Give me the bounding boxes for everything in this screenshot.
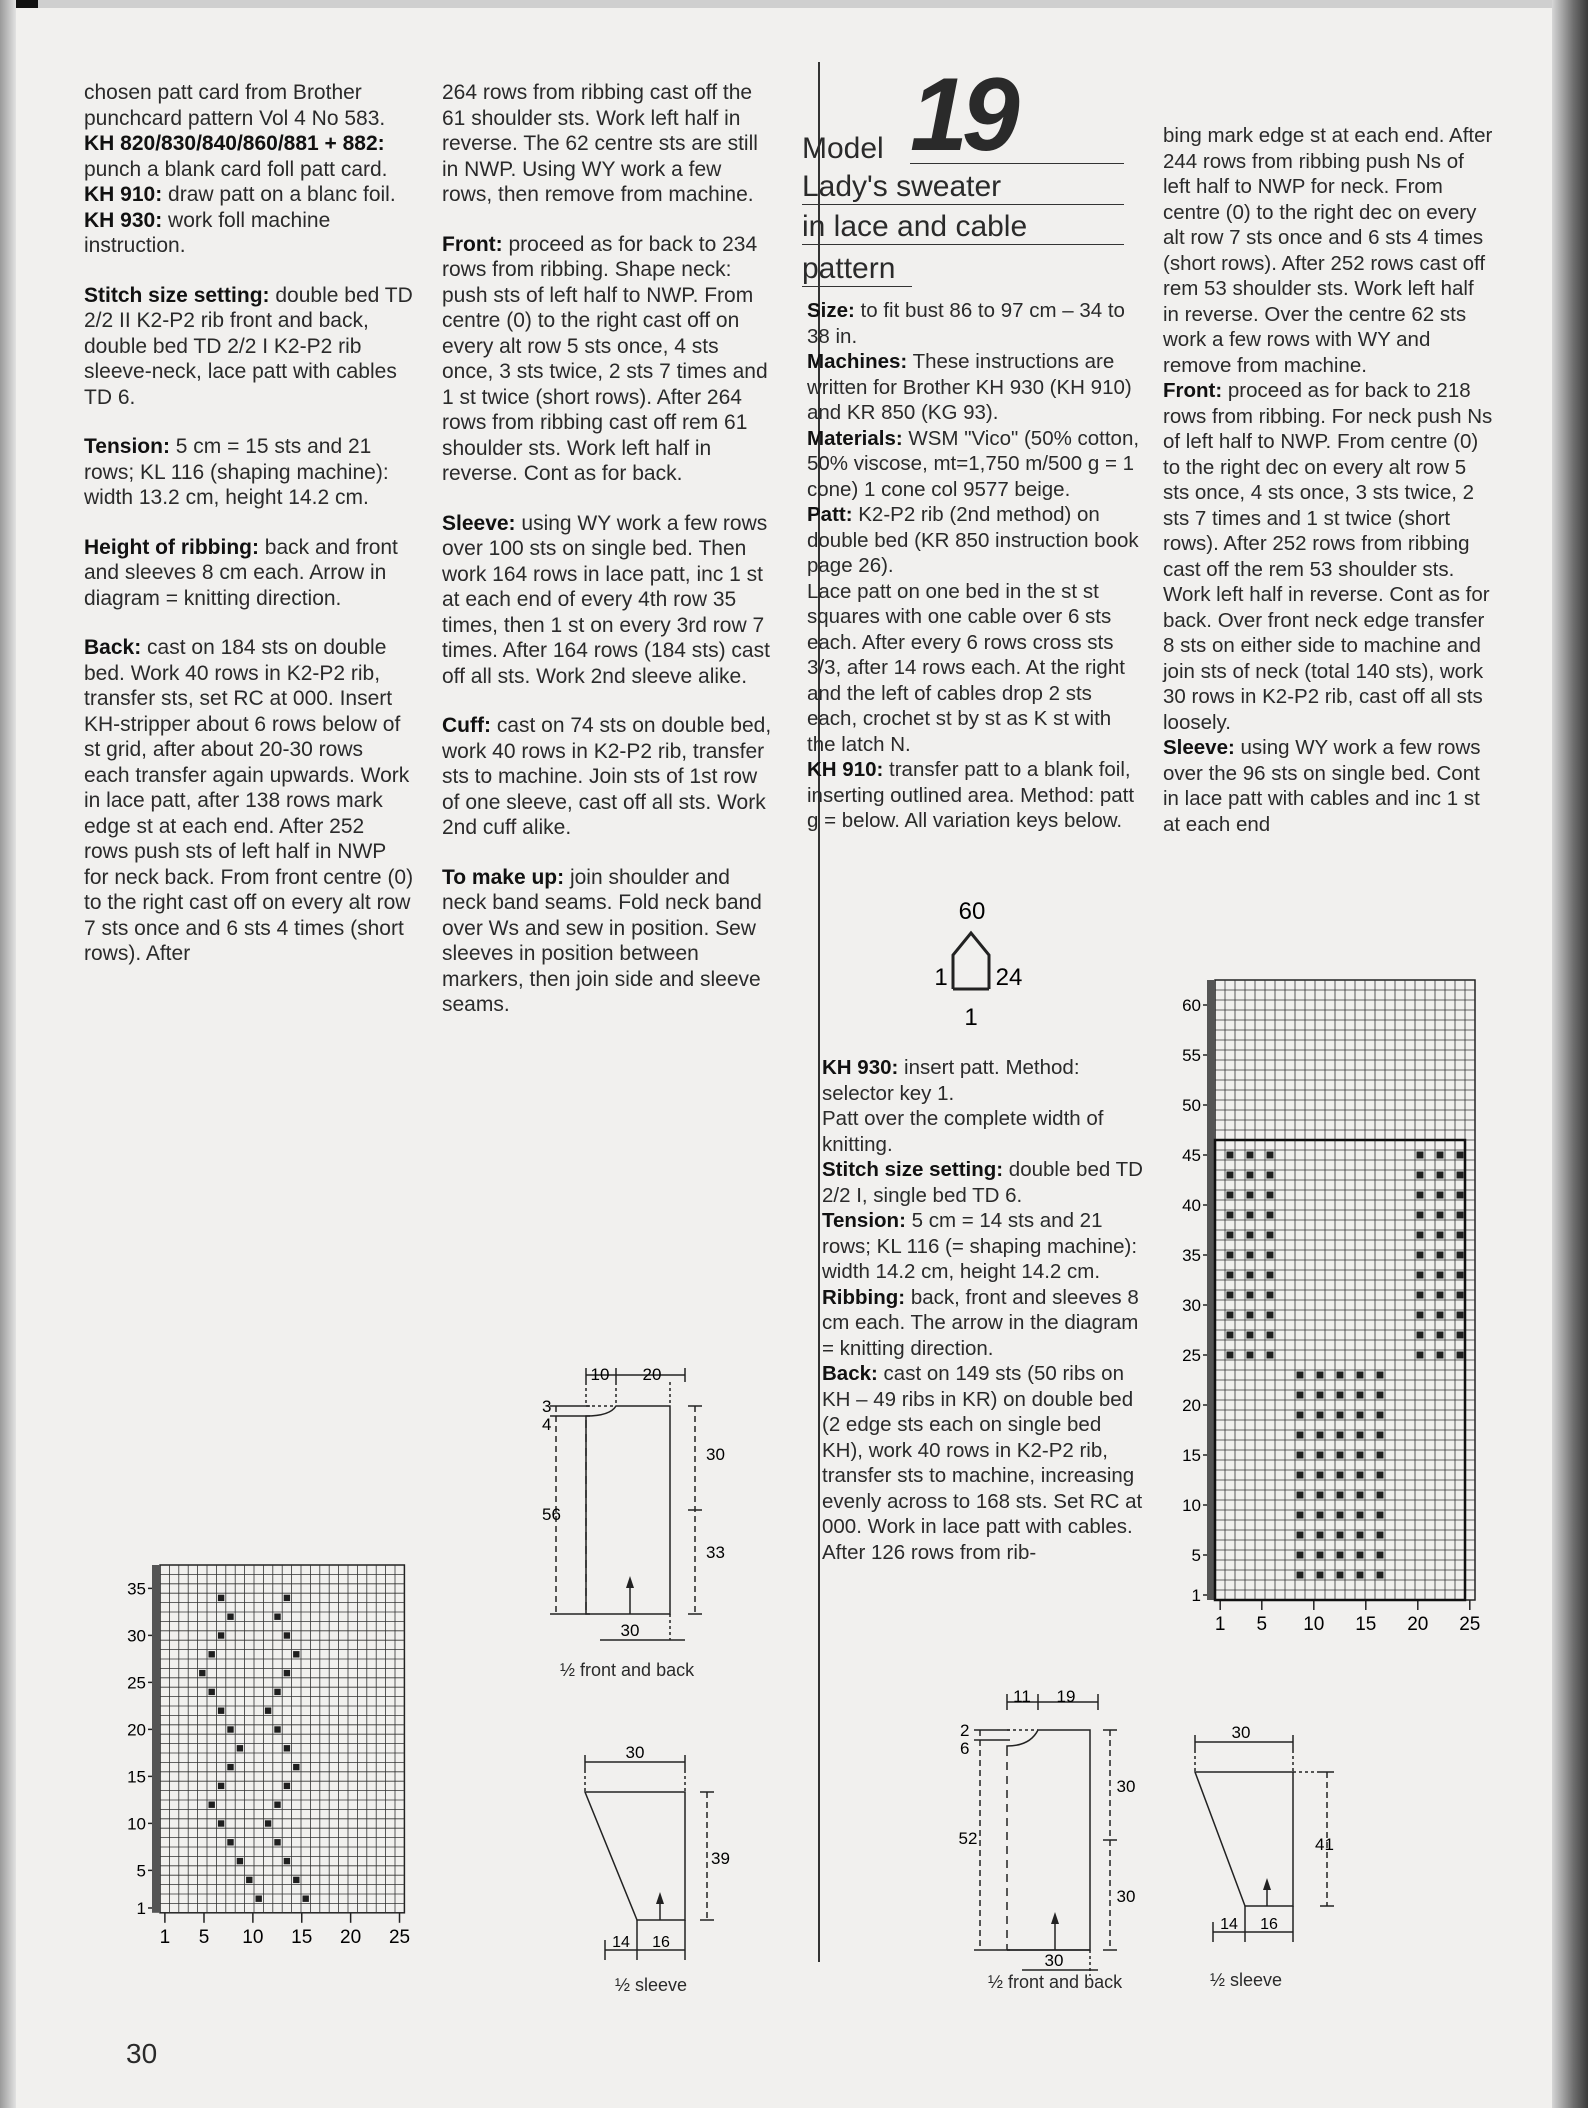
stitch-mark: [1267, 1292, 1274, 1299]
stitch-mark: [265, 1820, 271, 1826]
stitch-mark: [1377, 1452, 1384, 1459]
materials-line: Materials: WSM "Vico" (50% cotton, 50% viscose, mt=1,750 m/500 g = 1 cone) 1 cone col 9577 beige.: [807, 426, 1140, 501]
stitch-mark: [1337, 1452, 1344, 1459]
patt-line: Patt: K2-P2 rib (2nd method) on double bed (KR 850 instruction book page 26).: [807, 503, 1139, 577]
stitch-mark: [1227, 1192, 1234, 1199]
stitch-mark: [1297, 1432, 1304, 1439]
dim-label: 16: [1260, 1916, 1278, 1933]
stitch-mark: [218, 1820, 224, 1826]
title-line-3: pattern: [802, 252, 912, 287]
dim-label: 20: [642, 1365, 662, 1384]
paragraph: bing mark edge st at each end. After 244 rows from ribbing push Ns of left half to NWP for neck. From centre (0) to the right dec on every alt row 7 sts once and 6 sts 4 times (short rows). After 252 rows cast off rem 53 shoulder sts. Work left half in reverse. Over the centre 62 sts work a few rows with WY and remove from machine.: [1163, 124, 1493, 377]
stitch-mark: [1297, 1492, 1304, 1499]
dim-label: 19: [1056, 1687, 1076, 1706]
stitch-mark: [1457, 1292, 1464, 1299]
stitch-mark: [1227, 1272, 1234, 1279]
y-tick-label: 10: [127, 1814, 146, 1834]
stitch-mark: [1317, 1572, 1324, 1579]
stitch-mark: [1417, 1312, 1424, 1319]
x-tick-label: 20: [340, 1926, 362, 1948]
stitch-mark: [227, 1839, 233, 1845]
stitch-mark: [284, 1595, 290, 1601]
stitch-mark: [1227, 1332, 1234, 1339]
stitch-mark: [1437, 1232, 1444, 1239]
stitch-mark: [274, 1726, 280, 1732]
x-tick-label: 5: [198, 1926, 210, 1948]
stitch-mark: [1267, 1272, 1274, 1279]
stitch-mark: [1317, 1532, 1324, 1539]
stitch-mark: [1337, 1552, 1344, 1559]
stitch-mark: [1377, 1492, 1384, 1499]
paragraph: Height of ribbing: back and front and sleeves 8 cm each. Arrow in diagram = knitting direction.: [84, 535, 398, 610]
stitch-mark: [1457, 1152, 1464, 1159]
x-tick-label: 1: [1214, 1614, 1226, 1630]
paragraph: KH 910: draw patt on a blanc foil.: [84, 183, 396, 206]
stitch-mark: [1247, 1212, 1254, 1219]
dim-label: 14: [1220, 1916, 1238, 1933]
stitch-mark: [1267, 1252, 1274, 1259]
caption: ½ front and back: [560, 1660, 695, 1680]
y-tick-label: 35: [127, 1579, 146, 1599]
stitch-mark: [1437, 1332, 1444, 1339]
stitch-mark: [1437, 1152, 1444, 1159]
stitch-mark: [218, 1708, 224, 1714]
dim-label: 39: [711, 1849, 730, 1868]
stitch-mark: [1297, 1572, 1304, 1579]
dim-label: 11: [1013, 1687, 1031, 1706]
row-counter-strip: [152, 1565, 160, 1913]
stitch-mark: [1297, 1372, 1304, 1379]
stitch-mark: [1247, 1252, 1254, 1259]
dim-label: 16: [652, 1934, 670, 1951]
dim-label: 14: [612, 1934, 630, 1951]
stitch-mark: [1357, 1532, 1364, 1539]
stitch-mark: [1457, 1312, 1464, 1319]
y-tick-label: 5: [136, 1861, 146, 1881]
stitch-mark: [1247, 1292, 1254, 1299]
dim-label: 30: [706, 1445, 725, 1464]
schematic-sleeve-2: [1185, 1720, 1355, 1960]
y-tick-label: 25: [127, 1673, 146, 1693]
stitch-mark: [1337, 1532, 1344, 1539]
stitch-mark: [1317, 1372, 1324, 1379]
stitch-mark: [1437, 1192, 1444, 1199]
y-tick-label: 30: [1182, 1296, 1201, 1315]
stitch-mark: [209, 1802, 215, 1808]
dim-label: 30: [1231, 1723, 1251, 1742]
stitch-mark: [1297, 1552, 1304, 1559]
caption: ½ sleeve: [1210, 1970, 1283, 1990]
stitch-mark: [1377, 1432, 1384, 1439]
stitch-mark: [1417, 1192, 1424, 1199]
stitch-mark: [1377, 1472, 1384, 1479]
paragraph: Front: proceed as for back to 234 rows from ribbing. Shape neck: push sts of left half to NWP. From centre (0) to the right cast off on every alt row 5 sts once, 4 sts once, 3 sts twice, 2 sts 7 times and 1 st twice (short rows). After 264 rows from ribbing cast off rem 61 shoulder sts. Work left half in reverse. Cont as for back.: [442, 232, 768, 485]
stitch-mark: [1227, 1292, 1234, 1299]
stitch-mark: [265, 1708, 271, 1714]
paragraph: Sleeve: using WY work a few rows over 100 sts on single bed. Then work 164 rows in lace patt, inc 1 st at each end of every 4th row 35 times, then 1 st on every 3rd row 7 times. After 164 rows (184 sts) cast off all sts. Work 2nd sleeve alike.: [442, 511, 770, 688]
selector-bottom: 1: [964, 1004, 978, 1031]
stitch-mark: [1377, 1512, 1384, 1519]
stitch-mark: [1267, 1152, 1274, 1159]
column-1: [84, 80, 414, 991]
stitch-mark: [1457, 1252, 1464, 1259]
stitch-mark: [1317, 1432, 1324, 1439]
caption: ½ front and back: [988, 1972, 1123, 1992]
stitch-mark: [1357, 1492, 1364, 1499]
dim-label: 30: [625, 1743, 645, 1762]
column-4: [1163, 123, 1493, 837]
selector-diagram: [905, 895, 1035, 1045]
stitch-mark: [1227, 1212, 1234, 1219]
stitch-chart-left: [100, 1545, 460, 2025]
paragraph: Back: cast on 184 sts on double bed. Work 40 rows in K2-P2 rib, transfer sts, set RC at 000. Insert KH-stripper about 6 rows below of st grid, after about 20-30 rows each transfer again upwards. Work in lace patt, after 138 rows mark edge st at each end. After 252 rows push sts of left half in NWP for neck back. From front centre (0) to the right cast off on every alt row 7 sts once and 6 sts 4 times (short rows). After: [84, 636, 414, 965]
stitch-mark: [1317, 1512, 1324, 1519]
size-line: Size: to fit bust 86 to 97 cm – 34 to 38 in.: [807, 299, 1125, 348]
column-3-lower: [822, 1055, 1147, 1565]
right-chart-grid: [1215, 980, 1475, 1600]
stitch-mark: [1297, 1392, 1304, 1399]
stitch-mark: [274, 1839, 280, 1845]
stitch-mark: [1417, 1272, 1424, 1279]
stitch-mark: [237, 1858, 243, 1864]
stitch-mark: [293, 1877, 299, 1883]
stitch-mark: [256, 1896, 262, 1902]
page-number: 30: [126, 2038, 158, 2069]
x-tick-label: 1: [159, 1926, 171, 1948]
stitch-mark: [284, 1858, 290, 1864]
stitch-mark: [1247, 1152, 1254, 1159]
stitch-mark: [1417, 1332, 1424, 1339]
stitch-mark: [1357, 1452, 1364, 1459]
dim-label: 56: [542, 1505, 561, 1524]
dim-label: 30: [1116, 1887, 1136, 1906]
stitch-mark: [1357, 1512, 1364, 1519]
schematic-front-back-2: [950, 1680, 1170, 1980]
dim-label: 2: [960, 1721, 970, 1740]
y-tick-label: 5: [1191, 1546, 1201, 1565]
tension-line: Tension: 5 cm = 14 sts and 21 rows; KL 116 (= shaping machine): width 14.2 cm, height 14.2 cm.: [822, 1209, 1138, 1283]
stitch-mark: [1267, 1332, 1274, 1339]
stitch-mark: [1457, 1352, 1464, 1359]
stitch-mark: [1417, 1212, 1424, 1219]
stitch-mark: [1267, 1212, 1274, 1219]
stitch-mark: [1437, 1172, 1444, 1179]
dim-label: 6: [960, 1739, 970, 1758]
stitch-mark: [1377, 1372, 1384, 1379]
kh930-line: KH 930: insert patt. Method: selector key 1.: [822, 1056, 1080, 1105]
x-tick-label: 15: [291, 1926, 313, 1948]
dim-label: 41: [1315, 1835, 1334, 1854]
kh910-line: KH 910: transfer patt to a blank foil, inserting outlined area. Method: patt g = below. All variation keys below.: [807, 758, 1135, 832]
stitch-mark: [1297, 1512, 1304, 1519]
y-tick-label: 1: [136, 1898, 146, 1918]
y-tick-label: 50: [1182, 1096, 1201, 1115]
stitch-mark: [1247, 1272, 1254, 1279]
caption: ½ sleeve: [615, 1975, 688, 1995]
sleeve-line: Sleeve: using WY work a few rows over the 96 sts on single bed. Cont in lace patt with cables and inc 1 st at each end: [1163, 736, 1481, 836]
stitch-mark: [1337, 1472, 1344, 1479]
paragraph: To make up: join shoulder and neck band seams. Fold neck band over Ws and sew in position. Sew sleeves in position between markers, then join side and sleeve seams.: [442, 865, 762, 1016]
y-tick-label: 30: [127, 1626, 146, 1646]
stitch-mark: [1337, 1412, 1344, 1419]
y-tick-label: 10: [1182, 1496, 1201, 1515]
top-edge: [0, 0, 1588, 8]
selector-right: 24: [995, 964, 1023, 991]
stitch-mark: [1457, 1332, 1464, 1339]
stitch-mark: [1457, 1172, 1464, 1179]
stitch-mark: [1377, 1572, 1384, 1579]
stitch-mark: [1337, 1572, 1344, 1579]
x-tick-label: 25: [1459, 1614, 1481, 1630]
dim-label: 4: [542, 1415, 552, 1434]
stitch-mark: [284, 1670, 290, 1676]
stitch-mark: [1227, 1172, 1234, 1179]
stitch-mark: [1247, 1232, 1254, 1239]
y-tick-label: 35: [1182, 1246, 1201, 1265]
stitch-mark: [284, 1783, 290, 1789]
column-2: [442, 80, 774, 1042]
stitch-mark: [237, 1745, 243, 1751]
stitch-mark: [227, 1614, 233, 1620]
stitch-mark: [274, 1689, 280, 1695]
y-tick-label: 20: [127, 1720, 146, 1740]
stitch-mark: [1457, 1212, 1464, 1219]
stitch-mark: [209, 1651, 215, 1657]
stitch-mark: [1317, 1472, 1324, 1479]
stitch-mark: [1377, 1552, 1384, 1559]
y-tick-label: 15: [1182, 1446, 1201, 1465]
stitch-mark: [1417, 1232, 1424, 1239]
stitch-mark: [227, 1764, 233, 1770]
stitch-mark: [1247, 1332, 1254, 1339]
patt-over-line: Patt over the complete width of knitting.: [822, 1107, 1104, 1156]
stitch-mark: [284, 1632, 290, 1638]
stitch-mark: [1437, 1212, 1444, 1219]
stitch-mark: [1457, 1232, 1464, 1239]
stitch-mark: [1437, 1352, 1444, 1359]
stitch-mark: [1247, 1352, 1254, 1359]
stitch-mark: [1457, 1272, 1464, 1279]
x-tick-label: 25: [388, 1926, 411, 1948]
x-tick-label: 10: [1303, 1614, 1325, 1630]
stitch-mark: [1337, 1492, 1344, 1499]
stitch-mark: [1437, 1312, 1444, 1319]
x-tick-label: 5: [1256, 1614, 1268, 1630]
stitch-mark: [1267, 1192, 1274, 1199]
binding-shadow: [0, 0, 16, 2108]
ribbing-line: Ribbing: back, front and sleeves 8 cm each. The arrow in the diagram = knitting direction.: [822, 1285, 1139, 1360]
lace-line: Lace patt on one bed in the st st squares with one cable over 6 sts each. After every 6 rows cross sts 3/3, after 14 rows each. At the right and the left of cables drop 2 sts each, crochet st by st as K st with the latch N.: [807, 579, 1125, 756]
stitch-mark: [218, 1632, 224, 1638]
stitch-mark: [274, 1802, 280, 1808]
stitch-chart-right: [1160, 970, 1550, 1630]
stitch-mark: [1297, 1472, 1304, 1479]
stitch-mark: [209, 1689, 215, 1695]
paragraph: Tension: 5 cm = 15 sts and 21 rows; KL 116 (shaping machine): width 13.2 cm, height 14.2 cm.: [84, 435, 389, 509]
paragraph: Stitch size setting: double bed TD 2/2 II K2-P2 rib front and back, double bed TD 2/2 I K2-P2 rib sleeve-neck, lace patt with cables TD 6.: [84, 283, 413, 409]
stitch-mark: [284, 1745, 290, 1751]
y-tick-label: 55: [1182, 1046, 1201, 1065]
y-tick-label: 15: [127, 1767, 146, 1787]
stitch-mark: [1297, 1532, 1304, 1539]
stitch-mark: [1357, 1412, 1364, 1419]
stitch-mark: [1317, 1552, 1324, 1559]
paragraph: Cuff: cast on 74 sts on double bed, work 40 rows in K2-P2 rib, transfer sts to machine. Join sts of 1st row of one sleeve, cast off all sts. Work 2nd cuff alike.: [442, 714, 772, 839]
title-line-1: Lady's sweater: [802, 170, 1124, 205]
stitch-mark: [1377, 1392, 1384, 1399]
stitch-mark: [1317, 1412, 1324, 1419]
y-tick-label: 25: [1182, 1346, 1201, 1365]
stitch-mark: [227, 1726, 233, 1732]
stitch-mark: [1437, 1252, 1444, 1259]
dim-label: 30: [1044, 1951, 1064, 1970]
stitch-mark: [1357, 1572, 1364, 1579]
schematic-sleeve-1: [575, 1740, 755, 1970]
stitch-mark: [218, 1595, 224, 1601]
dim-label: 3: [542, 1397, 552, 1416]
paragraph: chosen patt card from Brother punchcard pattern Vol 4 No 583.: [84, 81, 386, 130]
front-line: Front: proceed as for back to 218 rows from ribbing. For neck push Ns of left half to NWP. From centre (0) to the right dec on every alt row 5 sts once, 4 sts once, 3 sts twice, 2 sts 7 times and 1 st twice (short rows). After 252 rows from ribbing cast off the rem 53 shoulder sts. Work left half in reverse. Cont as for back. Over front neck edge transfer 8 sts on either side to machine and join sts of neck (total 140 sts), work 30 rows in K2-P2 rib, cast off all sts loosely.: [1163, 379, 1493, 734]
stitch-mark: [1247, 1192, 1254, 1199]
model-number: 19: [910, 57, 1014, 173]
stitch-mark: [1377, 1532, 1384, 1539]
stitch-mark: [1317, 1452, 1324, 1459]
dim-label: 10: [590, 1365, 610, 1384]
dim-label: 33: [706, 1543, 725, 1562]
selector-top: 60: [958, 898, 986, 925]
page-edge: [1552, 0, 1588, 2108]
x-tick-label: 15: [1355, 1614, 1377, 1630]
x-tick-label: 20: [1407, 1614, 1429, 1630]
stitch-mark: [1227, 1152, 1234, 1159]
stitch-mark: [1337, 1372, 1344, 1379]
stitch-mark: [1247, 1312, 1254, 1319]
y-tick-label: 60: [1182, 996, 1201, 1015]
dim-label: 30: [1116, 1777, 1136, 1796]
stitch-mark: [293, 1764, 299, 1770]
y-tick-label: 20: [1182, 1396, 1201, 1415]
stitch-mark: [1337, 1392, 1344, 1399]
stitch-mark: [1417, 1252, 1424, 1259]
stitch-mark: [1297, 1412, 1304, 1419]
stitch-mark: [1377, 1412, 1384, 1419]
back-line: Back: cast on 149 sts (50 ribs on KH – 49 ribs in KR) on double bed (2 edge sts each on single bed KH), work 40 rows in K2-P2 rib, transfer sts to machine, increasing evenly across to 168 sts. Set RC at 000. Work in lace patt with cables. After 126 rows from rib-: [822, 1362, 1143, 1564]
stitch-mark: [293, 1651, 299, 1657]
paragraph: KH 930: work foll machine instruction.: [84, 208, 331, 257]
stitch-mark: [1357, 1472, 1364, 1479]
stitch-mark: [1357, 1392, 1364, 1399]
stitch-mark: [1357, 1372, 1364, 1379]
column-3: [807, 298, 1142, 834]
x-tick-label: 10: [242, 1926, 264, 1948]
y-tick-label: 1: [1191, 1586, 1201, 1605]
stitch-mark: [1437, 1272, 1444, 1279]
stitch-mark: [1417, 1352, 1424, 1359]
y-tick-label: 45: [1182, 1146, 1201, 1165]
machines-line: Machines: These instructions are written for Brother KH 930 (KH 910) and KR 850 (KG 93).: [807, 350, 1132, 424]
stitch-mark: [199, 1670, 205, 1676]
dim-label: 52: [958, 1829, 978, 1848]
stitch-mark: [246, 1877, 252, 1883]
stitch-mark: [1267, 1172, 1274, 1179]
stitch-mark: [1317, 1392, 1324, 1399]
paragraph: KH 820/830/840/860/881 + 882: punch a blank card foll patt card.: [84, 132, 388, 181]
title-line-2: in lace and cable: [802, 210, 1124, 245]
left-chart-grid: [160, 1565, 404, 1913]
dim-label: 30: [620, 1621, 640, 1640]
stitch-mark: [1337, 1432, 1344, 1439]
model-label: Model: [802, 132, 884, 165]
stitch-mark: [1267, 1312, 1274, 1319]
stitch-mark: [1227, 1352, 1234, 1359]
paragraph: 264 rows from ribbing cast off the 61 shoulder sts. Work left half in reverse. The 62 centre sts are still in NWP. Using WY work a few rows, then remove from machine.: [442, 81, 758, 206]
stitch-mark: [1437, 1292, 1444, 1299]
stitch-mark: [1267, 1232, 1274, 1239]
sss-line: Stitch size setting: double bed TD 2/2 I, single bed TD 6.: [822, 1158, 1143, 1207]
stitch-mark: [1227, 1312, 1234, 1319]
stitch-mark: [1357, 1432, 1364, 1439]
stitch-mark: [1297, 1452, 1304, 1459]
stitch-mark: [218, 1783, 224, 1789]
stitch-mark: [1417, 1292, 1424, 1299]
selector-left: 1: [934, 964, 948, 991]
stitch-mark: [1337, 1512, 1344, 1519]
schematic-front-back-1: [520, 1360, 750, 1680]
stitch-mark: [1417, 1172, 1424, 1179]
stitch-mark: [1317, 1492, 1324, 1499]
stitch-mark: [1457, 1192, 1464, 1199]
stitch-mark: [1417, 1152, 1424, 1159]
stitch-mark: [1227, 1232, 1234, 1239]
stitch-mark: [303, 1896, 309, 1902]
stitch-mark: [1227, 1252, 1234, 1259]
stitch-mark: [1247, 1172, 1254, 1179]
y-tick-label: 40: [1182, 1196, 1201, 1215]
stitch-mark: [274, 1614, 280, 1620]
stitch-mark: [1357, 1552, 1364, 1559]
stitch-mark: [1267, 1352, 1274, 1359]
